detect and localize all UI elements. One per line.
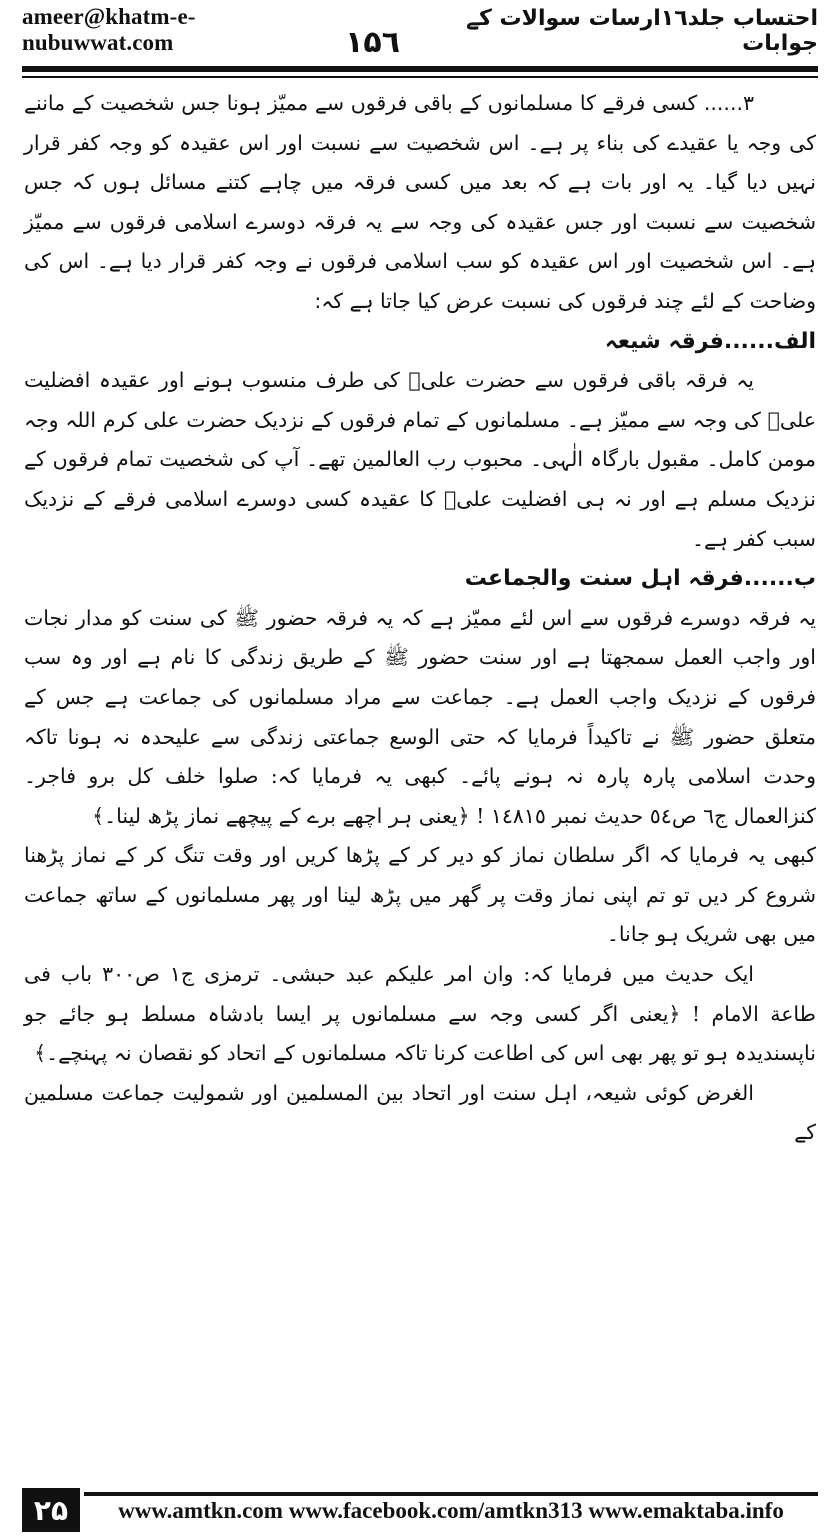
paragraph-ahl-sunnat: یہ فرقہ دوسرے فرقوں سے اس لئے ممیّز ہے کہ یہ فرقہ حضور ﷺ کی سنت کو مدار نجات اور واجب العمل سمجھتا ہے اور سنت حضور ﷺ کے طریق زندگی کا نام ہے اور وہ سب فرقوں کے نزدیک واجب العمل ہے۔ جماعت سے مراد مسلمانوں کی جماعت ہے جس کے متعلق حضور ﷺ نے تاکیداً فرمایا کہ حتی الوسع جماعتی زندگی سے علیحدہ نہ ہونا تاکہ وحدت اسلامی پارہ پارہ نہ ہونے پائے۔ کبھی یہ فرمایا کہ: صلوا خلف کل برو فاجر۔ کنزالعمال ج٦ ص٥٤ حدیث نمبر ١٤٨١٥ ! ﴿یعنی ہر اچھے برے کے پیچھے نماز پڑھ لینا۔﴾	[24, 605, 816, 828]
header-rule-thin	[22, 76, 818, 78]
page-footer	[22, 1488, 818, 1532]
paragraph-sultan-prayer: کبھی یہ فرمایا کہ اگر سلطان نماز کو دیر کر کے پڑھا کریں اور وقت تنگ کر کے نماز پڑھنا شروع کر دیں تو تم اپنی نماز وقت پر گھر میں پڑھ لینا اور پھر مسلمانوں کے ساتھ جماعت میں بھی شریک ہو جانا۔	[24, 843, 816, 947]
header-left	[22, 4, 400, 62]
footer-page-number: ۲۵	[22, 1488, 80, 1532]
footer-links: www.amtkn.com www.facebook.com/amtkn313 www.emaktaba.info	[118, 1498, 784, 1523]
paragraph-conclusion: الغرض کوئی شیعہ، اہل سنت اور اتحاد بین المسلمین اور شمولیت جماعت مسلمین کے	[24, 1080, 816, 1145]
paragraph-intro: ۳...... کسی فرقے کا مسلمانوں کے باقی فرقوں سے ممیّز ہونا جس شخصیت کے ماننے کی وجہ یا عقیدے کی بناء پر ہے۔ اس شخصیت سے نسبت اور اس عقیدہ کو وجہ کفر قرار نہیں دیا گیا۔ یہ اور بات ہے کہ بعد میں کسی فرقہ میں چاہے کتنے مسائل ہوں کہ جس شخصیت سے نسبت اور جس عقیدہ کی وجہ سے یہ فرقہ دوسرے اسلامی فرقوں سے ممیّز ہے۔ اس شخصیت اور اس عقیدہ کو سب اسلامی فرقوں نے وجہ کفر قرار دیا ہے۔ اس کی وضاحت کے لئے چند فرقوں کی نسبت عرض کیا جاتا ہے کہ:	[24, 91, 816, 313]
header-rule-thick	[22, 66, 818, 72]
section-heading-ahl-sunnat: ب......فرقہ اہل سنت والجماعت	[464, 566, 816, 592]
footer-rule	[84, 1492, 818, 1496]
page-body	[24, 84, 816, 1464]
page-header	[22, 4, 818, 62]
paragraph-hadith-obedience: ایک حدیث میں فرمایا کہ: وان امر علیکم عبد حبشی۔ ترمزی ج١ ص٣٠٠ باب فی طاعة الامام ! ﴿یعنی اگر کسی وجہ سے مسلمانوں پر ایسا بادشاہ مسلط ہو جائے جو ناپسندیدہ ہو تو پھر بھی اس کی اطاعت کرنا تاکہ مسلمانوں کے اتحاد کو نقصان نہ پہنچے۔﴾	[24, 962, 816, 1066]
header-book-title: احتساب جلد۱٦ارسات سوالات کے جوابات	[466, 6, 818, 56]
section-heading-shia: الف......فرقہ شیعہ	[604, 328, 816, 354]
header-page-number: ۱۵٦	[345, 25, 401, 60]
header-email: ameer@khatm-e-nubuwwat.com	[22, 4, 196, 55]
paragraph-shia: یہ فرقہ باقی فرقوں سے حضرت علیؓ کی طرف منسوب ہونے اور عقیدہ افضلیت علیؓ کی وجہ سے ممیّز ہے۔ مسلمانوں کے تمام فرقوں کے نزدیک حضرت علی کرم اللہ وجہ مومن کامل۔ مقبول بارگاہ الٰہی۔ محبوب رب العالمین تھے۔ آپ کی شخصیت تمام فرقوں کے نزدیک مسلم ہے اور نہ ہی افضلیت علیؓ کا عقیدہ کسی دوسرے اسلامی فرقے کے نزدیک سبب کفر ہے۔	[24, 368, 816, 551]
